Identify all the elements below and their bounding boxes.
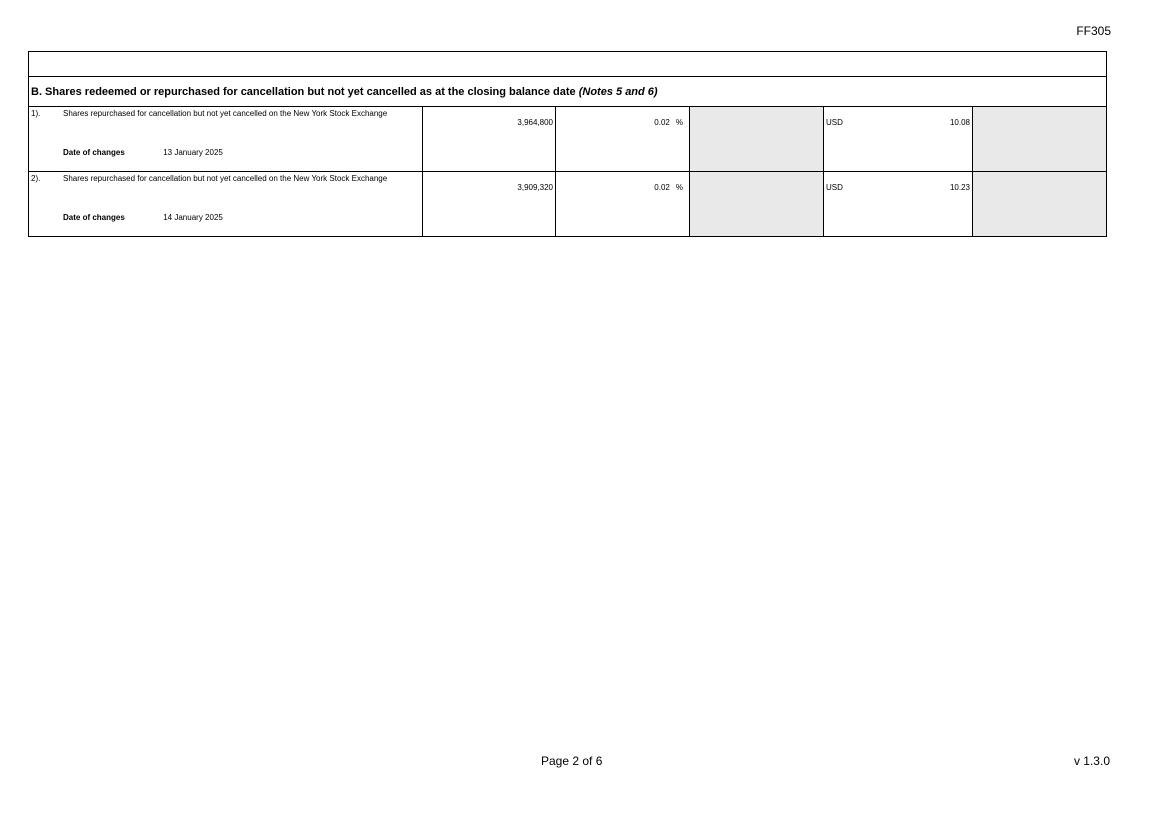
date-of-changes [63,148,223,157]
shaded-cell [690,172,824,237]
date-value: 13 January 2025 [163,148,223,157]
shares-count: 3,909,320 [423,172,556,237]
blank-header-row [29,52,1107,77]
currency: USD [826,183,843,192]
table-row [29,172,1107,237]
shares-table [28,51,1107,237]
percent-cell [556,107,690,172]
percent-value: 0.02 [654,183,670,192]
item-description: Shares repurchased for cancellation but not yet cancelled on the New York Stock Exchange [63,109,388,118]
description-cell [29,107,423,172]
item-number: 1). [31,109,41,118]
shaded-cell [690,107,824,172]
item-description: Shares repurchased for cancellation but not yet cancelled on the New York Stock Exchange [63,174,388,183]
percent-cell [556,172,690,237]
section-header-row [29,77,1107,107]
price-value: 10.23 [949,183,970,192]
currency: USD [826,118,843,127]
form-code: FF305 [1076,24,1111,38]
table-row [29,107,1107,172]
shares-count: 3,964,800 [423,107,556,172]
version-label: v 1.3.0 [1073,754,1110,768]
page-number: Page 2 of 6 [541,754,603,768]
date-of-changes [63,213,223,222]
percent-sign: % [675,183,683,192]
item-number: 2). [31,174,41,183]
blank-header-cell [29,52,1107,77]
section-title: B. Shares redeemed or repurchased for cancellation but not yet cancelled as at the closing balance date [31,85,576,98]
percent-sign: % [675,118,683,127]
price-cell [824,107,973,172]
percent-value: 0.02 [654,118,670,127]
shaded-cell [973,172,1107,237]
price-value: 10.08 [949,118,970,127]
shaded-cell [973,107,1107,172]
section-notes: (Notes 5 and 6) [578,85,658,98]
section-header [29,77,1107,107]
date-label: Date of changes [63,148,125,157]
date-value: 14 January 2025 [163,213,223,222]
date-label: Date of changes [63,213,125,222]
price-cell [824,172,973,237]
description-cell [29,172,423,237]
